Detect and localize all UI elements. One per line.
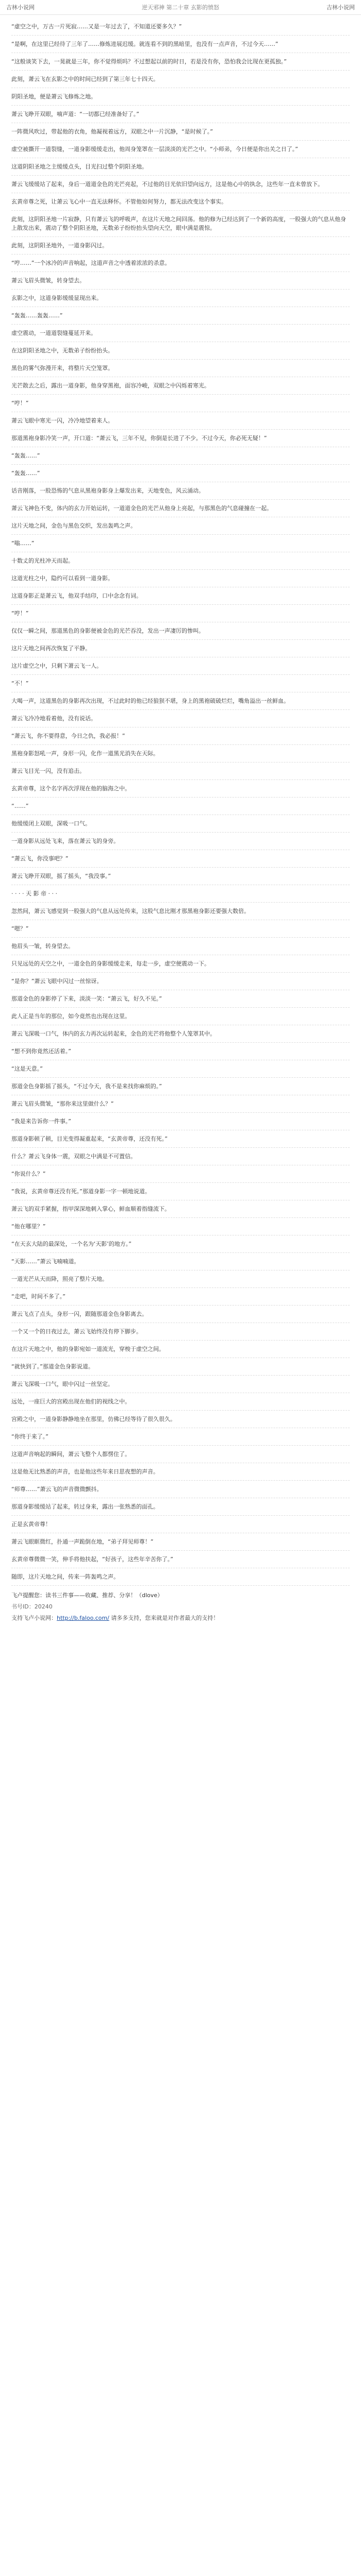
paragraph: 这道光柱之中，隐约可以看到一道身影。 (11, 570, 350, 587)
paragraph: 萧云飞缓缓站了起来，身后一道道金色的光芒亮起，不过他的目光依旧望向远方，这是他心中的执念，这些年一直未曾放下。 (11, 176, 350, 193)
paragraph: 萧云飞冷冷地看着他，没有说话。 (11, 710, 350, 727)
paragraph: 萧云飞眼眶微红，扑通一声跪倒在地，“弟子拜见师尊！” (11, 1533, 350, 1551)
site-prefix: 支持飞卢小说网： (11, 1615, 57, 1621)
paragraph: “……” (11, 798, 350, 815)
paragraph: “哼！” (11, 605, 350, 622)
paragraph: 萧云飞眉头微皱，转身望去。 (11, 272, 350, 290)
paragraph: 这片天地之间，金色与黑色交织，发出轰鸣之声。 (11, 517, 350, 535)
paragraph: 大喝一声，这道黑色的身影再次出现，不过此时的他已经狼狈不堪，身上的黑袍破破烂烂，嘴角溢出一丝鲜血。 (11, 692, 350, 710)
paragraph: 萧云飞目光一闪，没有追击。 (11, 762, 350, 780)
paragraph: “轰轰……” (11, 447, 350, 465)
paragraph: 一道身影从远处飞来，落在萧云飞的身旁。 (11, 833, 350, 850)
reading-note: 飞卢提醒您：读书三件事——收藏、推荐、分享！（dlove） (11, 1592, 163, 1599)
paragraph: 只见远处的天空之中，一道金色的身影缓缓走来，每走一步，虚空便震动一下。 (11, 955, 350, 973)
paragraph: 十数丈的光柱冲天而起。 (11, 552, 350, 570)
paragraph: 这道阴阳圣地之主缓缓点头，目光扫过整个阴阳圣地。 (11, 158, 350, 176)
chapter-title: 逆天邪神 第二十章 玄影的愤怒 (142, 4, 219, 11)
spacer (0, 1623, 361, 1643)
paragraph: “萧云飞，你不要得意，今日之仇，我必报！” (11, 727, 350, 745)
header-bar (0, 0, 361, 15)
paragraph: “这般谈笑下去，一晃就是三年，你不觉得烦吗？不过想起以前的时日，若是没有你，恐怕我会比现在更孤独。” (11, 53, 350, 71)
paragraph: “天影……”萧云飞喃喃道。 (11, 1253, 350, 1270)
paragraph: “哼……”一个冰冷的声音响起，这道声音之中透着浓浓的杀意。 (11, 255, 350, 272)
header-site-right[interactable]: 吉林小说网 (326, 4, 355, 11)
paragraph: 萧云飞深吸一口气，眼中闪过一丝坚定。 (11, 1376, 350, 1393)
paragraph: 光芒散去之后，露出一道身影，他身穿黑袍，面容冷峻，双眼之中闪烁着寒光。 (11, 377, 350, 395)
paragraph: 虚空被撕开一道裂缝，一道身影缓缓走出，他周身笼罩在一层淡淡的光芒之中。“小师弟，今日便是你出关之日了。” (11, 141, 350, 158)
paragraph: 这道声音响起的瞬间，萧云飞整个人都愣住了。 (11, 1446, 350, 1463)
paragraph: “嗡……” (11, 535, 350, 552)
paragraph: “你终于来了。” (11, 1428, 350, 1446)
paragraph: “虚空之中，万古一片死寂……又是一年过去了，不知道还要多久？” (11, 18, 350, 36)
site-suffix: 请多多支持，您来就是对作者最大的支持！ (109, 1615, 219, 1621)
paragraph: “我说，玄黄帝尊还没有死。”那道身影一字一顿地说道。 (11, 1183, 350, 1200)
paragraph: “师尊……”萧云飞的声音微微颤抖。 (11, 1481, 350, 1498)
paragraph: “我是来告诉你一件事。” (11, 1113, 350, 1130)
paragraph: 黑袍身影怒吼一声，身形一闪，化作一道黑光消失在天际。 (11, 745, 350, 762)
paragraph: “嗯？” (11, 920, 350, 938)
paragraph: 玄黄帝尊之死，让萧云飞心中一直无法释怀。不管他如何努力，都无法改变这个事实。 (11, 193, 350, 211)
paragraph: 这是他无比熟悉的声音，也是他这些年来日思夜想的声音。 (11, 1463, 350, 1481)
paragraph: 此刻，萧云飞在玄影之中的时间已经到了第三年七十四天。 (11, 71, 350, 88)
paragraph: 萧云飞点了点头，身形一闪，跟随那道金色身影离去。 (11, 1306, 350, 1323)
paragraph: 在这阴阳圣地之中，无数弟子纷纷抬头。 (11, 342, 350, 360)
paragraph: 那道身影顿了顿，目光变得凝重起来，“玄黄帝尊，还没有死。” (11, 1130, 350, 1148)
paragraph: 他缓缓闭上双眼，深吸一口气。 (11, 815, 350, 833)
chapter-body (0, 15, 361, 1586)
paragraph: “是啊，在这里已经待了三年了……修炼进展迟缓。就连看不到的黑暗里，也没有一点声音，不过今天……” (11, 36, 350, 53)
paragraph: 萧云飞睁开双眼，摇了摇头，“我没事。” (11, 868, 350, 885)
paragraph: 此刻，这阴阳圣地一片寂静，只有萧云飞的呼吸声，在这片天地之间回荡。他的修为已经达到了一个新的高度，一股强大的气息从他身上散发出来，震动了整个阴阳圣地，无数弟子纷纷抬头望向天空，眼中满是震惊。 (11, 211, 350, 237)
paragraph: “想不到你竟然还活着。” (11, 1043, 350, 1060)
paragraph: 话音刚落，一股恐怖的气息从黑袍身影身上爆发出来，天地变色，风云涌动。 (11, 482, 350, 500)
paragraph: “走吧，时间不多了。” (11, 1288, 350, 1306)
paragraph: 那道金色身影摇了摇头，“不过今天，我不是来找你麻烦的。” (11, 1078, 350, 1095)
paragraph: 萧云飞眼中寒光一闪，冷冷地望着来人。 (11, 412, 350, 430)
paragraph: 玄影之中，这道身影缓缓显现出来。 (11, 290, 350, 307)
paragraph: “哼！” (11, 395, 350, 412)
paragraph: 一个又一个的日夜过去，萧云飞始终没有停下脚步。 (11, 1323, 350, 1341)
paragraph: · · · · 天 影 帝 · · · (11, 885, 350, 903)
paragraph: 萧云飞神色不变，体内的玄力开始运转，一道道金色的光芒从他身上亮起，与那黑色的气息碰撞在一起。 (11, 500, 350, 517)
paragraph: “是你？”萧云飞眼中闪过一丝惊讶。 (11, 973, 350, 990)
paragraph: 黑色的雾气弥漫开来，将整片天空笼罩。 (11, 360, 350, 377)
site-line (11, 1614, 350, 1623)
paragraph: “轰轰……” (11, 465, 350, 482)
paragraph: 什么？萧云飞身体一震，双眼之中满是不可置信。 (11, 1148, 350, 1165)
chapter-footer (0, 1586, 361, 1623)
paragraph: 虚空震动，一道道裂缝蔓延开来。 (11, 325, 350, 342)
paragraph: 此人正是当年的那位，如今竟然也出现在这里。 (11, 1008, 350, 1025)
paragraph: 玄黄帝尊，这个名字再次浮现在他的脑海之中。 (11, 780, 350, 798)
paragraph: 一道光芒从天而降，照亮了整片天地。 (11, 1270, 350, 1288)
paragraph: 那道黑袍身影冷笑一声，开口道：“萧云飞，三年不见，你倒是长进了不少。不过今天，你必死无疑！” (11, 430, 350, 447)
paragraph: 此刻，这阴阳圣地外，一道身影闪过。 (11, 237, 350, 255)
paragraph: 正是玄黄帝尊！ (11, 1516, 350, 1533)
paragraph: “他在哪里？” (11, 1218, 350, 1235)
paragraph: 萧云飞深吸一口气，体内的玄力再次运转起来，金色的光芒将他整个人笼罩其中。 (11, 1025, 350, 1043)
paragraph: 忽然间，萧云飞感觉到一股强大的气息从远处传来，这股气息比刚才那黑袍身影还要强大数倍。 (11, 903, 350, 920)
book-id: 书号ID：20240 (11, 1603, 53, 1610)
paragraph: 那道身影缓缓站了起来，转过身来，露出一张熟悉的面孔。 (11, 1498, 350, 1516)
paragraph: “这是天意。” (11, 1060, 350, 1078)
paragraph: 远处，一座巨大的宫殿出现在他们的视线之中。 (11, 1393, 350, 1411)
paragraph: “在天玄大陆的最深处，一个名为‘天影’的地方。” (11, 1235, 350, 1253)
paragraph: 阴阳圣地，便是萧云飞修炼之地。 (11, 88, 350, 106)
paragraph: 萧云飞的双手紧握，指甲深深地刺入掌心，鲜血顺着指缝流下。 (11, 1200, 350, 1218)
paragraph: 这片天地之间再次恢复了平静。 (11, 640, 350, 657)
header-site-left[interactable]: 吉林小说网 (6, 4, 35, 11)
paragraph: 萧云飞眉头微皱，“那你来这里做什么？” (11, 1095, 350, 1113)
paragraph: 他眉头一皱，转身望去。 (11, 938, 350, 955)
paragraph: 这道身影正是萧云飞，他双手结印，口中念念有词。 (11, 587, 350, 605)
paragraph: 那道金色的身影停了下来，淡淡一笑：“萧云飞，好久不见。” (11, 990, 350, 1008)
paragraph: 宫殿之中，一道身影静静地坐在那里，仿佛已经等待了很久很久。 (11, 1411, 350, 1428)
paragraph: 这片虚空之中，只剩下萧云飞一人。 (11, 657, 350, 675)
paragraph: “不！” (11, 675, 350, 692)
paragraph: 一阵微风吹过，带起他的衣角，他凝视着远方，双眼之中一片沉静，“是时候了。” (11, 123, 350, 141)
paragraph: “就快到了。”那道金色身影说道。 (11, 1358, 350, 1376)
paragraph: “轰轰……轰轰……” (11, 307, 350, 325)
paragraph: 随即，这片天地之间，传来一阵轰鸣之声。 (11, 1568, 350, 1586)
paragraph: “你说什么？” (11, 1165, 350, 1183)
paragraph: 在这片天地之中，他的身影宛如一道流光，穿梭于虚空之间。 (11, 1341, 350, 1358)
site-link[interactable]: http://b.faloo.com/ (57, 1615, 109, 1621)
paragraph: 玄黄帝尊微微一笑，伸手将他扶起，“好孩子，这些年辛苦你了。” (11, 1551, 350, 1568)
paragraph: “萧云飞，你没事吧？” (11, 850, 350, 868)
paragraph: 萧云飞睁开双眼，喃声道：“一切都已经准备好了。” (11, 106, 350, 123)
paragraph: 仅仅一瞬之间，那道黑色的身影便被金色的光芒吞没，发出一声凄厉的惨叫。 (11, 622, 350, 640)
